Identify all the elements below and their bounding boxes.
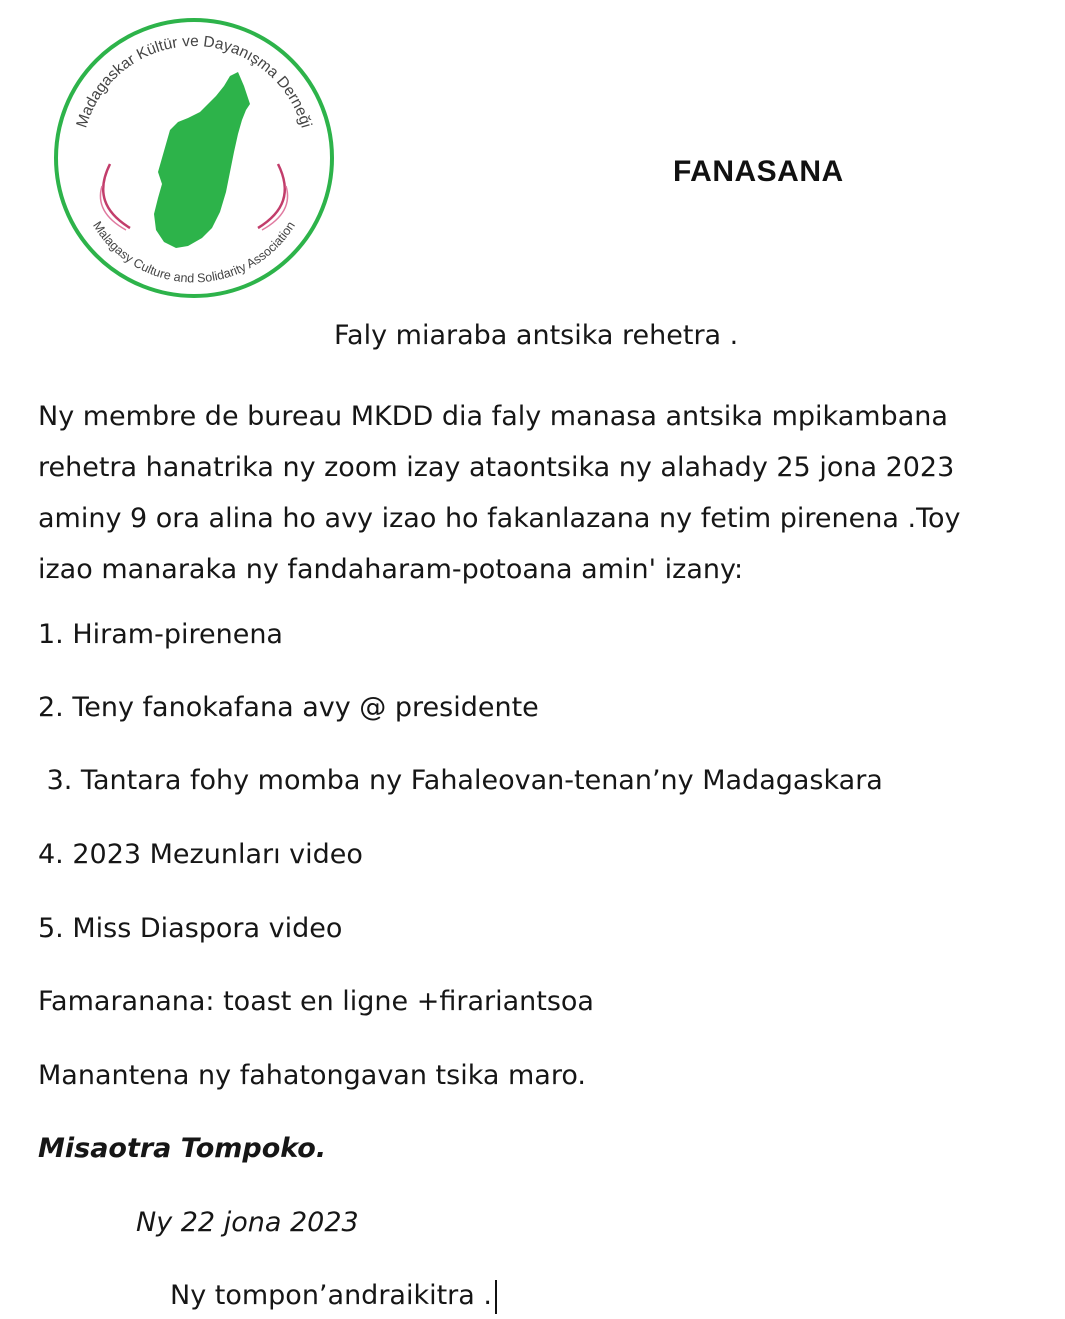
- thanks-text: Misaotra Tompoko.: [38, 1133, 327, 1164]
- program-item: 4. 2023 Mezunları video: [38, 839, 363, 870]
- closing-text: Famaranana: toast en ligne +firariantsoa: [38, 986, 594, 1017]
- logo-emblem: [52, 16, 336, 300]
- program-item: 5. Miss Diaspora video: [38, 913, 343, 944]
- page-title: FANASANA: [673, 155, 844, 188]
- logo-bottom-text: Malagasy Culture and Solidarity Association: [90, 218, 298, 286]
- date-text: Ny 22 jona 2023: [136, 1207, 359, 1238]
- association-logo: [52, 16, 336, 300]
- program-item: 1. Hiram-pirenena: [38, 619, 283, 650]
- intro-line: aminy 9 ora alina ho avy izao ho fakanlazana ny fetim pirenena .Toy: [38, 503, 961, 534]
- program-item: 2. Teny fanokafana avy @ presidente: [38, 692, 539, 723]
- greeting-text: Faly miaraba antsika rehetra .: [334, 320, 739, 351]
- awaiting-text: Manantena ny fahatongavan tsika maro.: [38, 1060, 586, 1091]
- text-cursor: [495, 1280, 497, 1314]
- signature-text: Ny tompon’andraikitra .: [170, 1280, 492, 1311]
- intro-line: Ny membre de bureau MKDD dia faly manasa antsika mpikambana: [38, 401, 948, 432]
- program-item: 3. Tantara fohy momba ny Fahaleovan-tenan’ny Madagaskara: [38, 765, 883, 796]
- logo-top-text: Madagaskar Kültür ve Dayanışma Derneği: [73, 32, 315, 130]
- intro-line: rehetra hanatrika ny zoom izay ataontsika ny alahady 25 jona 2023: [38, 452, 955, 483]
- intro-line: izao manaraka ny fandaharam-potoana amin' izany:: [38, 554, 744, 585]
- signature-line: [170, 1279, 497, 1314]
- body-text: [38, 391, 1038, 595]
